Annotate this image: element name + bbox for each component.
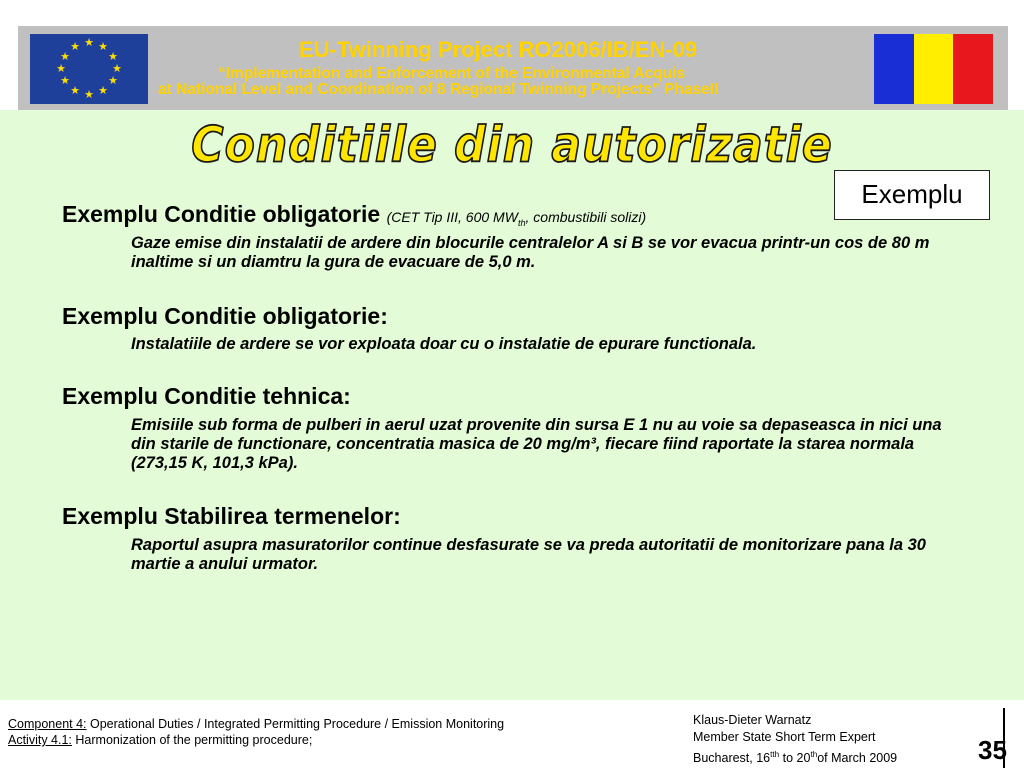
footer-author: Klaus-Dieter Warnatz (693, 713, 812, 727)
page-number: 35 (978, 735, 1007, 765)
star-icon: ★ (98, 41, 108, 53)
item-heading-note: (CET Tip III, 600 $MW_{th}$, combustibili solizi) (386, 209, 647, 228)
slide-content (0, 110, 1024, 700)
romania-flag-icon (874, 34, 993, 104)
item-heading: Exemplu Conditie obligatorie: (62, 303, 388, 329)
project-subtitle-1: “Implementation and Enforcement of the Environmental Acquis (218, 65, 686, 82)
footer-date: Bucharest, $16^{tth}$ to 20thof March 2009 (693, 750, 898, 766)
star-icon: ★ (56, 63, 66, 75)
footer-right (693, 712, 897, 767)
star-icon: ★ (108, 75, 118, 87)
project-subtitle-2: at National Level and Coordination of 8 Regional Twinning Projects” PhaseII (158, 81, 719, 98)
item-heading (62, 200, 646, 237)
item-body: Raportul asupra masuratorilor continue desfasurate se va preda autoritatii de monitorizare pana la 30 martie a anului urmator. (131, 536, 926, 573)
slide-title: Conditiile din autorizatie (191, 116, 833, 175)
item-body: Emisiile sub forma de pulberi in aerul uzat provenite din sursa E 1 nu au voie sa depaseasca in nici una din starile de functionare, concentratia masica de 20 mg/m³, fiecare fiind raportate la starea normala (273,15 K, 101,3 kPa). (131, 416, 942, 472)
item-heading: Exemplu Conditie tehnica: (62, 383, 351, 409)
star-icon: ★ (108, 51, 118, 63)
footer-activity: Activity 4.1: Harmonization of the permitting procedure; (8, 733, 313, 747)
item-heading: Exemplu Stabilirea termenelor: (62, 503, 401, 529)
exemplu-badge: Exemplu (834, 170, 990, 220)
eu-flag-icon (30, 34, 148, 104)
star-icon: ★ (84, 89, 94, 101)
footer-left (8, 716, 504, 748)
project-title: EU-Twinning Project RO2006/IB/EN-09 (298, 37, 698, 62)
item-heading-text: Exemplu Conditie obligatorie (62, 201, 381, 227)
star-icon: ★ (70, 41, 80, 53)
item-body: Instalatiile de ardere se vor exploata doar cu o instalatie de epurare functionala. (131, 335, 757, 353)
footer-component: Component 4: Operational Duties / Integrated Permitting Procedure / Emission Monitoring (8, 717, 505, 731)
star-icon: ★ (98, 85, 108, 97)
star-icon: ★ (112, 63, 122, 75)
star-icon: ★ (60, 75, 70, 87)
item-body: Gaze emise din instalatii de ardere din blocurile centralelor A si B se vor evacua printr-un cos de 80 m inaltime si un diamtru la gura de evacuare de 5,0 m. (131, 234, 930, 271)
star-icon: ★ (84, 37, 94, 49)
project-header (18, 26, 1008, 110)
star-icon: ★ (60, 51, 70, 63)
star-icon: ★ (70, 85, 80, 97)
footer-role: Member State Short Term Expert (693, 730, 876, 744)
